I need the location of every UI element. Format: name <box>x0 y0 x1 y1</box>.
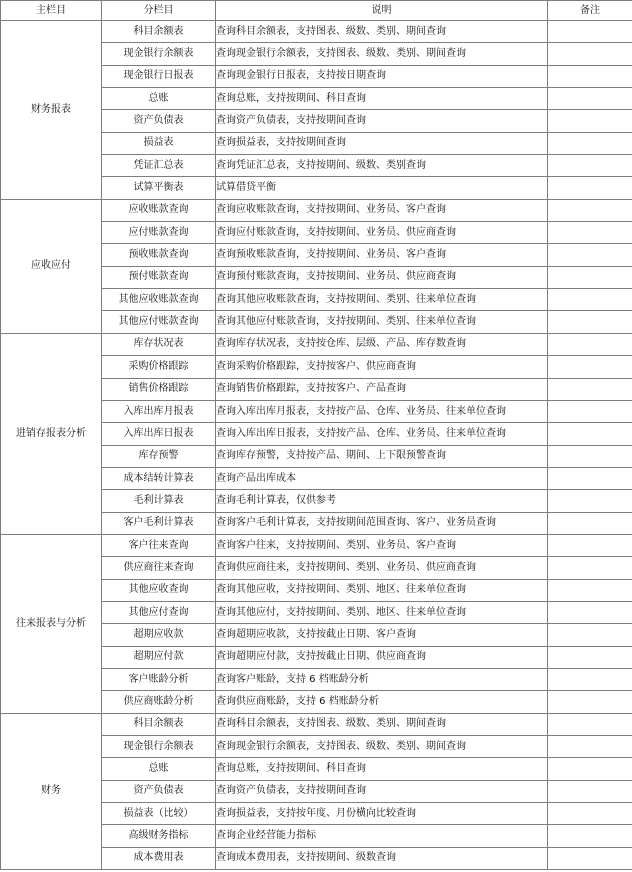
note-cell <box>548 713 632 735</box>
note-cell <box>548 199 632 221</box>
header-row <box>1 1 632 21</box>
description-cell: 查询企业经营能力指标 <box>216 825 548 847</box>
main-category-cell: 财务报表 <box>1 21 102 200</box>
description-cell: 查询科目余额表，支持图表、级数、类别、期间查询 <box>216 713 548 735</box>
description-cell: 查询客户毛利计算表，支持按期间范围查询、客户、业务员查询 <box>216 512 548 534</box>
description-cell: 查询超期应付款，支持按截止日期、供应商查询 <box>216 646 548 668</box>
header-sub: 分栏目 <box>102 1 216 21</box>
sub-category-cell: 凭证汇总表 <box>102 155 216 177</box>
description-cell: 查询预收账款查询，支持按期间、业务员、客户查询 <box>216 244 548 266</box>
note-cell <box>548 333 632 355</box>
sub-category-cell: 供应商账龄分析 <box>102 691 216 713</box>
note-cell <box>548 43 632 65</box>
note-cell <box>548 646 632 668</box>
description-cell: 查询库存预警，支持按产品、期间、上下限预警查询 <box>216 445 548 467</box>
description-cell: 查询客户账龄，支持 6 档账龄分析 <box>216 668 548 690</box>
sub-category-cell: 总账 <box>102 88 216 110</box>
table-row <box>1 534 632 556</box>
sub-category-cell: 现金银行余额表 <box>102 736 216 758</box>
description-cell: 查询损益表，支持按期间查询 <box>216 132 548 154</box>
sub-category-cell: 损益表（比较） <box>102 803 216 825</box>
main-category-cell: 财务 <box>1 713 102 869</box>
sub-category-cell: 采购价格跟踪 <box>102 356 216 378</box>
note-cell <box>548 222 632 244</box>
description-cell: 查询应收账款查询，支持按期间、业务员、客户查询 <box>216 199 548 221</box>
header-desc: 说明 <box>216 1 548 21</box>
sub-category-cell: 现金银行日报表 <box>102 65 216 87</box>
note-cell <box>548 132 632 154</box>
table-row <box>1 333 632 355</box>
header-note: 备注 <box>548 1 632 21</box>
sub-category-cell: 预收账款查询 <box>102 244 216 266</box>
note-cell <box>548 847 632 869</box>
sub-category-cell: 其他应付查询 <box>102 601 216 623</box>
note-cell <box>548 311 632 333</box>
note-cell <box>548 21 632 43</box>
description-cell: 查询应付账款查询，支持按期间、业务员、供应商查询 <box>216 222 548 244</box>
sub-category-cell: 资产负债表 <box>102 110 216 132</box>
note-cell <box>548 155 632 177</box>
description-cell: 查询入库出库日报表，支持按产品、仓库、业务员、往来单位查询 <box>216 423 548 445</box>
sub-category-cell: 现金银行余额表 <box>102 43 216 65</box>
description-cell: 查询其他应收账款查询，支持按期间、类别、往来单位查询 <box>216 289 548 311</box>
sub-category-cell: 成本费用表 <box>102 847 216 869</box>
note-cell <box>548 400 632 422</box>
sub-category-cell: 其他应收查询 <box>102 579 216 601</box>
description-cell: 查询其他应收，支持按期间、类别、地区、往来单位查询 <box>216 579 548 601</box>
note-cell <box>548 601 632 623</box>
note-cell <box>548 803 632 825</box>
description-cell: 试算借贷平衡 <box>216 177 548 199</box>
description-cell: 查询现金银行余额表，支持图表、级数、类别、期间查询 <box>216 43 548 65</box>
description-cell: 查询总账，支持按期间、科目查询 <box>216 758 548 780</box>
description-cell: 查询销售价格跟踪，支持按客户、产品查询 <box>216 378 548 400</box>
sub-category-cell: 试算平衡表 <box>102 177 216 199</box>
note-cell <box>548 579 632 601</box>
table-row <box>1 713 632 735</box>
description-cell: 查询其他应付账款查询，支持按期间、类别、往来单位查询 <box>216 311 548 333</box>
description-cell: 查询成本费用表，支持按期间、级数查询 <box>216 847 548 869</box>
note-cell <box>548 691 632 713</box>
description-cell: 查询供应商账龄，支持 6 档账龄分析 <box>216 691 548 713</box>
description-cell: 查询其他应付，支持按期间、类别、地区、往来单位查询 <box>216 601 548 623</box>
description-cell: 查询损益表，支持按年度、月份横向比较查询 <box>216 803 548 825</box>
sub-category-cell: 供应商往来查询 <box>102 557 216 579</box>
sub-category-cell: 高级财务指标 <box>102 825 216 847</box>
main-category-cell: 进销存报表分析 <box>1 333 102 534</box>
sub-category-cell: 入库出库日报表 <box>102 423 216 445</box>
note-cell <box>548 490 632 512</box>
main-category-cell: 往来报表与分析 <box>1 534 102 713</box>
description-cell: 查询科目余额表，支持图表、级数、类别、期间查询 <box>216 21 548 43</box>
sub-category-cell: 毛利计算表 <box>102 490 216 512</box>
note-cell <box>548 512 632 534</box>
note-cell <box>548 467 632 489</box>
description-cell: 查询供应商往来，支持按期间、类别、业务员、供应商查询 <box>216 557 548 579</box>
note-cell <box>548 423 632 445</box>
sub-category-cell: 客户账龄分析 <box>102 668 216 690</box>
sub-category-cell: 科目余额表 <box>102 713 216 735</box>
sub-category-cell: 科目余额表 <box>102 21 216 43</box>
description-cell: 查询凭证汇总表，支持按期间、级数、类别查询 <box>216 155 548 177</box>
note-cell <box>548 445 632 467</box>
note-cell <box>548 244 632 266</box>
sub-category-cell: 库存状况表 <box>102 333 216 355</box>
note-cell <box>548 668 632 690</box>
sub-category-cell: 入库出库月报表 <box>102 400 216 422</box>
note-cell <box>548 624 632 646</box>
sub-category-cell: 销售价格跟踪 <box>102 378 216 400</box>
description-cell: 查询资产负债表，支持按期间查询 <box>216 780 548 802</box>
description-cell: 查询现金银行日报表，支持按日期查询 <box>216 65 548 87</box>
sub-category-cell: 资产负债表 <box>102 780 216 802</box>
sub-category-cell: 其他应付账款查询 <box>102 311 216 333</box>
sub-category-cell: 损益表 <box>102 132 216 154</box>
sub-category-cell: 其他应收账款查询 <box>102 289 216 311</box>
description-cell: 查询资产负债表，支持按期间查询 <box>216 110 548 132</box>
sub-category-cell: 库存预警 <box>102 445 216 467</box>
note-cell <box>548 736 632 758</box>
sub-category-cell: 客户往来查询 <box>102 534 216 556</box>
sub-category-cell: 客户毛利计算表 <box>102 512 216 534</box>
note-cell <box>548 356 632 378</box>
note-cell <box>548 534 632 556</box>
sub-category-cell: 应付账款查询 <box>102 222 216 244</box>
main-category-cell: 应收应付 <box>1 199 102 333</box>
note-cell <box>548 177 632 199</box>
description-cell: 查询现金银行余额表，支持图表、级数、类别、期间查询 <box>216 736 548 758</box>
report-body <box>1 21 632 870</box>
note-cell <box>548 289 632 311</box>
note-cell <box>548 557 632 579</box>
sub-category-cell: 预付账款查询 <box>102 266 216 288</box>
header-main: 主栏目 <box>1 1 102 21</box>
note-cell <box>548 110 632 132</box>
sub-category-cell: 总账 <box>102 758 216 780</box>
note-cell <box>548 266 632 288</box>
description-cell: 查询毛利计算表，仅供参考 <box>216 490 548 512</box>
table-row <box>1 199 632 221</box>
note-cell <box>548 758 632 780</box>
sub-category-cell: 应收账款查询 <box>102 199 216 221</box>
description-cell: 查询库存状况表，支持按仓库、层级、产品、库存数查询 <box>216 333 548 355</box>
description-cell: 查询入库出库月报表，支持按产品、仓库、业务员、往来单位查询 <box>216 400 548 422</box>
note-cell <box>548 825 632 847</box>
description-cell: 查询产品出库成本 <box>216 467 548 489</box>
sub-category-cell: 成本结转计算表 <box>102 467 216 489</box>
note-cell <box>548 65 632 87</box>
description-cell: 查询总账，支持按期间、科目查询 <box>216 88 548 110</box>
description-cell: 查询客户往来，支持按期间、类别、业务员、客户查询 <box>216 534 548 556</box>
description-cell: 查询采购价格跟踪，支持按客户、供应商查询 <box>216 356 548 378</box>
description-cell: 查询超期应收款，支持按截止日期、客户查询 <box>216 624 548 646</box>
note-cell <box>548 378 632 400</box>
sub-category-cell: 超期应付款 <box>102 646 216 668</box>
table-row <box>1 21 632 43</box>
note-cell <box>548 780 632 802</box>
description-cell: 查询预付账款查询，支持按期间、业务员、供应商查询 <box>216 266 548 288</box>
note-cell <box>548 88 632 110</box>
sub-category-cell: 超期应收款 <box>102 624 216 646</box>
